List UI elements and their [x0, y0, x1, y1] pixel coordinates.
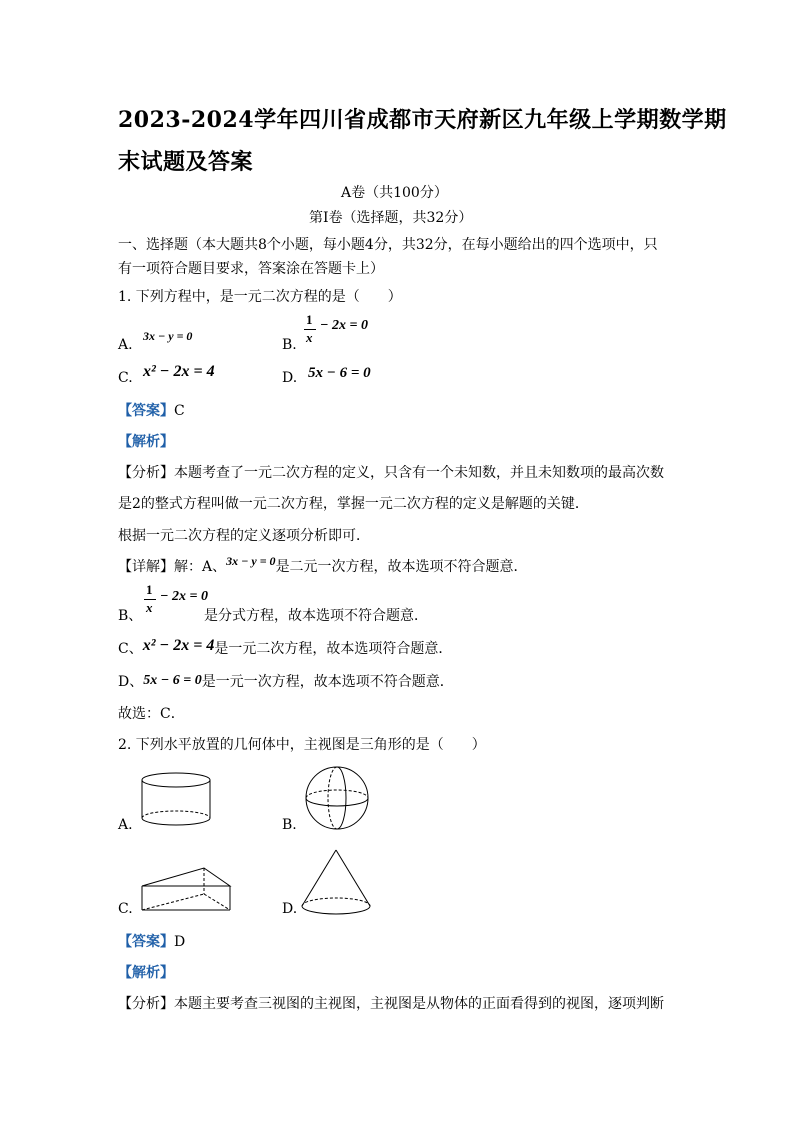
fenxi-tag: 【分析】: [118, 465, 174, 481]
q1-option-c-equation: x² − 2x = 4: [143, 363, 215, 380]
q1-analysis-tag: 【解析】: [118, 434, 174, 450]
answer-value: D: [174, 934, 186, 950]
q1-option-b-denominator: x: [306, 330, 313, 345]
volume-a-heading: A卷（共100分）: [341, 185, 448, 201]
q2-option-c-label: C.: [118, 901, 133, 917]
detail-b-numerator: 1: [146, 582, 153, 597]
detail-a-prefix: 解：A、: [174, 559, 227, 575]
q1-option-b-numerator: 1: [306, 312, 313, 327]
q1-fenxi-line3: 根据一元二次方程的定义逐项分析即可．: [118, 528, 370, 544]
doc-title-line2: 末试题及答案: [118, 149, 254, 175]
q1-fenxi-line2: 是2的整式方程叫做一元二次方程，掌握一元二次方程的定义是解题的关键．: [118, 496, 589, 512]
q1-option-c-label: C.: [118, 370, 133, 386]
detail-c-text: 是一元二次方程，故本选项符合题意．: [214, 641, 453, 657]
detail-a-equation: 3x − y = 0: [226, 554, 276, 568]
q1-detail-c: [118, 638, 452, 658]
q1-detail-d: [118, 671, 454, 691]
q2-analysis-tag: 【解析】: [118, 965, 174, 981]
q1-answer: [118, 400, 185, 420]
triangular-prism-figure: [138, 862, 234, 914]
detail-b-rest: − 2x = 0: [160, 589, 208, 604]
detail-b-denominator: x: [146, 600, 153, 615]
q1-stem: 1. 下列方程中，是一元二次方程的是（ ）: [118, 289, 402, 305]
cylinder-figure: [138, 770, 214, 830]
q2-option-b-label: B.: [282, 817, 297, 833]
q2-stem: 2. 下列水平放置的几何体中，主视图是三角形的是（ ）: [118, 737, 486, 753]
sphere-figure: [302, 765, 372, 831]
detail-d-equation: 5x − 6 = 0: [143, 673, 202, 688]
q2-option-d-label: D.: [282, 901, 298, 917]
detail-d-text: 是一元一次方程，故本选项不符合题意．: [201, 674, 454, 690]
q1-option-d-label: D.: [282, 370, 298, 386]
section-intro-line2: 有一项符合题目要求，答案涂在答题卡上）: [118, 261, 384, 277]
q1-detail-a: [118, 556, 528, 576]
q1-detail-b-prefix: B、: [118, 608, 143, 624]
detail-a-text: 是二元一次方程，故本选项不符合题意．: [275, 559, 528, 575]
fenxi-text: 本题主要考查三视图的主视图，主视图是从物体的正面看得到的视图，逐项判断: [174, 996, 664, 1012]
detail-d-prefix: D、: [118, 674, 144, 690]
q1-option-a-equation: 3x − y = 0: [143, 329, 193, 343]
section-intro-line1: 一、选择题（本大题共8个小题，每小题4分，共32分，在每小题给出的四个选项中，只: [118, 237, 658, 253]
q1-conclusion: 故选：C．: [118, 706, 185, 722]
volume-1-heading: 第Ⅰ卷（选择题，共32分）: [309, 210, 473, 226]
q2-fenxi-line1: [118, 993, 664, 1013]
answer-tag: 【答案】: [118, 403, 174, 419]
detail-c-equation: x² − 2x = 4: [142, 637, 215, 654]
q1-option-b-rest: − 2x = 0: [320, 318, 368, 333]
detail-b-text: 是分式方程，故本选项不符合题意．: [204, 608, 428, 624]
cone-figure: [298, 846, 374, 918]
fenxi-tag: 【分析】: [118, 996, 174, 1012]
detail-tag: 【详解】: [118, 559, 174, 575]
answer-value: C: [174, 403, 185, 419]
q2-option-a-label: A.: [118, 817, 133, 833]
doc-title-line1: 2023-2024学年四川省成都市天府新区九年级上学期数学期: [118, 107, 727, 133]
q1-fenxi-line1: [118, 462, 664, 482]
detail-c-prefix: C、: [118, 641, 143, 657]
fenxi-text: 本题考查了一元二次方程的定义，只含有一个未知数，并且未知数项的最高次数: [174, 465, 664, 481]
answer-tag: 【答案】: [118, 934, 174, 950]
q2-answer: [118, 931, 185, 951]
q1-option-b-label: B.: [282, 337, 297, 353]
q1-option-d-equation: 5x − 6 = 0: [308, 365, 371, 381]
q1-option-a-label: A.: [118, 337, 133, 353]
